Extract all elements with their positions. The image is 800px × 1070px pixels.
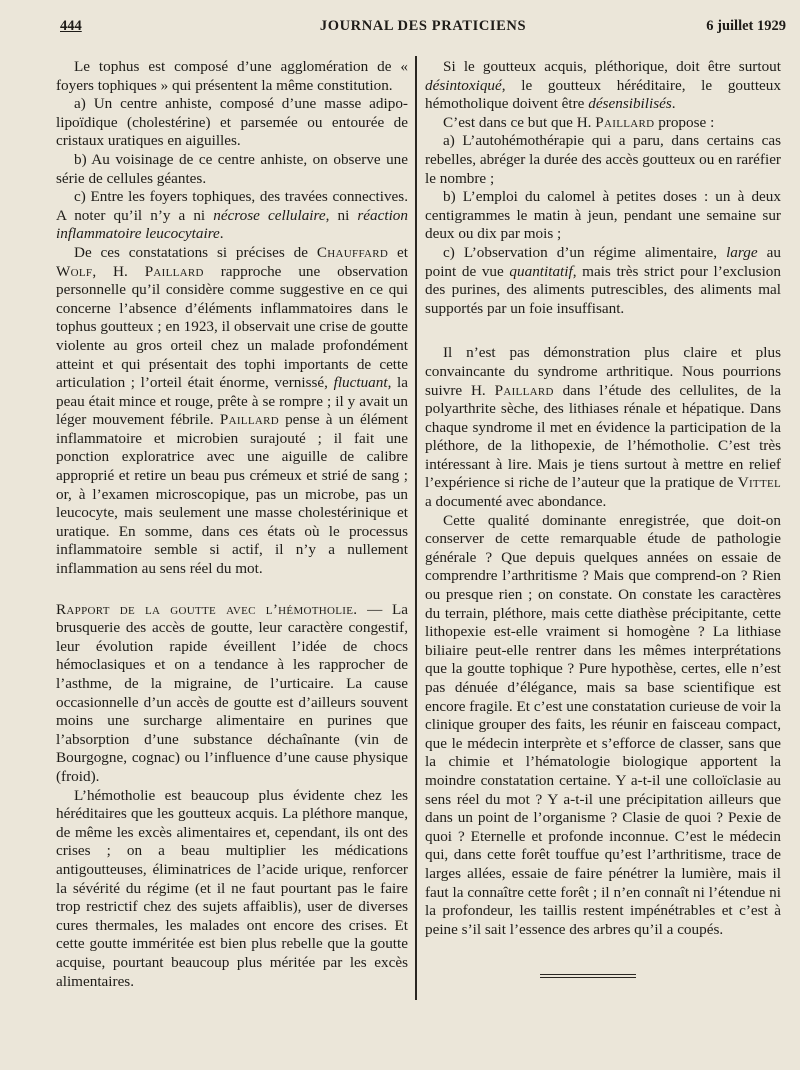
issue-date: 6 juillet 1929: [706, 18, 786, 34]
text-run: Si le goutteux acquis, pléthorique, doit être surtout: [443, 58, 781, 75]
running-header: [60, 18, 786, 40]
author-name: Paillard: [595, 113, 655, 131]
italic-term: quantitatif: [509, 262, 573, 280]
right-column: [425, 58, 781, 939]
paragraph-treatment-b: b) L’emploi du calomel à petites doses : un à deux centigrammes le matin à jeun, pendant une semaine sur deux ou dix par mois ;: [425, 188, 781, 243]
text-run: Il n’est pas démonstration plus claire et plus convaincante du syndrome arthritique. Nous pourrions suivre H.: [425, 344, 781, 399]
text-run: propose :: [654, 113, 715, 131]
text-run: De ces constatations si précises de: [74, 243, 317, 261]
section-heading: Rapport de la goutte avec l’hémotholie.: [56, 600, 358, 618]
paragraph-point-b: b) Au voisinage de ce centre anhiste, on observe une série de cellules géantes.: [56, 150, 408, 187]
text-run: au point de vue: [425, 243, 781, 280]
text-run: c) L’observation d’un régime alimentaire,: [443, 243, 727, 261]
author-name: Wolf: [56, 262, 93, 280]
paragraph-demonstration: [425, 344, 781, 511]
text-run: , mais très strict pour l’exclusion des purines, des aliments putrescibles, des aliments mal supportés par un foie insuffisant.: [425, 262, 781, 317]
text-run: , la peau était mince et rouge, prête à se rompre ; il y avait un léger mouvement fébrile.: [56, 374, 408, 429]
author-name: Paillard: [494, 381, 554, 399]
text-run: a documenté avec abondance.: [425, 493, 607, 511]
page-number: 444: [60, 18, 82, 34]
italic-term: désensibilisés: [588, 95, 672, 113]
paragraph-point-c: [56, 188, 408, 244]
text-run: C’est dans ce but que H.: [443, 113, 596, 131]
paragraph-tophus: Le tophus est composé d’une agglomération de « foyers tophiques » qui présentent la même constitution.: [56, 58, 408, 94]
text-run: , le goutteux héréditaire, le goutteux hémotholique doivent être: [425, 76, 781, 113]
left-column: [56, 58, 408, 991]
text-run: — La brusquerie des accès de goutte, leur caractère congestif, leur évolution rapide éveillent l’idée de chocs hémoclasiques et on a tendance à les rapprocher de l’asthme, de la migraine, de l’urticaire. La cause occasionnelle d’un accès de goutte est d’ailleurs souvent moins une surcharge alimentaire en purines que l’absorption d’une substance déchaînante (vin de Bourgogne, cognac) ou l’influence d’une cause physique (froid).: [56, 600, 408, 785]
paragraph-proposal: [425, 114, 781, 133]
italic-term: nécrose cellulaire: [213, 206, 326, 224]
text-run: .: [219, 225, 224, 243]
paragraph-hemotholie: L’hémotholie est beaucoup plus évidente chez les héréditaires que les goutteux acquis. La pléthore manque, de même les excès alimentaires et, cependant, ils ont des crises ; on a beau multiplier les médications antigoutteuses, éliminatrices de l’acide urique, renforcer la sévérité du régime (et il ne faut pourtant pas le faire trop restrictif chez des sujets affaiblis), user de diverses cures thermales, les malades ont encore des crises. Et cette goutte imméritée est bien plus rebelle que la goutte acquise, pourtant beaucoup plus méritée par les excès alimentaires.: [56, 786, 408, 990]
paragraph-conclusion: Cette qualité dominante enregistrée, que doit-on conserver de cette remarquable étude de pathologie générale ? Que depuis quelques années on essaie de comprendre l’arthritisme ? Mais que comprend-on ? Rien ou presque rien ; on constate. On constate les caractères du terrain, pléthore, mais cette diathèse précipitante, cette lithopexie est-elle vraiment si homogène ? La lithiase biliaire peut-elle rentrer dans les mêmes interprétations que la goutte tophique ? Pure hypothèse, certes, elle n’est pas dénuée d’élégance, mais sa base scientifique est encore fragile. Et c’est une constatation curieuse de voir la clinique grouper des faits, les réunir en faisceau compact, que le médecin interprète et s’efforce de classer, sans que la chimie et l’hématologie biologique apportent la moindre constatation certaine. Y a-t-il une colloïclasie au sens réel du mot ? Y a-t-il une précipitation ailleurs que dans un point de l’organisme ? Clasie de quoi ? Pexie de quoi ? Eternelle et profonde inconnue. C’est le médecin qui, dans cette forêt touffue qu’est l’arthritisme, trace de larges allées, essaie de faire pénétrer la lumière, mais il faut la connaître cette forêt ; il n’en connaît ni l’étendue ni la profondeur, les taillis restent impénétrables et c’est à peine s’il sait l’essence des arbres qu’il a coupés.: [425, 511, 781, 938]
paragraph-treatment-c: [425, 244, 781, 318]
text-run: pense à un élément inflammatoire et microbien surajouté ; il fait une ponction exploratrice avec une aiguille de calibre approprié et retire un beau pus crémeux et strié de sang ; or, à l’examen microscopique, pas un microbe, pas un leucocyte, mais seulement une masse cholestérinique et uratique. En somme, dans ces états où le processus inflammatoire semble si actif, il n’y a nullement inflammation au sens réel du mot.: [56, 411, 409, 578]
end-of-article-rule: [540, 974, 636, 978]
journal-title: JOURNAL DES PRATICIENS: [319, 18, 527, 34]
section-hemotholie: [56, 601, 408, 787]
text-run: dans l’étude des cellulites, de la polyarthrite sèche, des lithiases rénale et hépatique. Dans chaque syndrome il met en évidence la participation de la pléthore, de la lithopexie, de l’hémotholie. C’est très intéressant à lire. Mais je tiens surtout à mettre en relief l’expérience si riche de l’auteur que la pratique de: [425, 381, 781, 492]
text-run: , H.: [92, 262, 145, 280]
text-run: c) Entre les foyers tophiques, des travées connectives. A noter qu’il n’y a ni: [56, 188, 408, 224]
author-name: Paillard: [144, 262, 204, 280]
paragraph-point-a: a) Un centre anhiste, composé d’une masse adipo-lipoïdique (cholestérine) et parsemée ou entourée de cristaux uratiques en aiguilles.: [56, 95, 408, 150]
paragraph-treatment-a: a) L’autohémothérapie qui a paru, dans certains cas rebelles, abréger la durée des accès goutteux ou en raréfier le nombre ;: [425, 132, 781, 187]
paragraph-observation: [56, 244, 408, 579]
author-name: Chauffard: [316, 243, 389, 261]
italic-term: large: [726, 243, 758, 261]
column-divider: [415, 56, 417, 1000]
author-name: Paillard: [219, 411, 279, 429]
italic-term: fluctuant: [333, 374, 388, 392]
text-run: rapproche une observation personnelle qu’il considère comme suggestive en ce qui concerne l’absence d’éléments inflammatoires dans le tophus goutteux ; en 1923, il observait une crise de goutte violente au gros orteil chez un malade profondément atteint et qui présentait des tophi importants de cette articulation ; l’orteil était énorme, vernissé,: [56, 262, 409, 392]
italic-term: réaction inflammatoire leucocytaire: [56, 206, 408, 243]
text-run: , ni: [325, 206, 358, 224]
text-run: .: [671, 95, 676, 113]
place-name: Vittel: [737, 474, 781, 492]
paragraph-treatment-intro: [425, 58, 781, 114]
text-run: et: [388, 243, 408, 261]
italic-term: désintoxiqué: [425, 76, 502, 94]
